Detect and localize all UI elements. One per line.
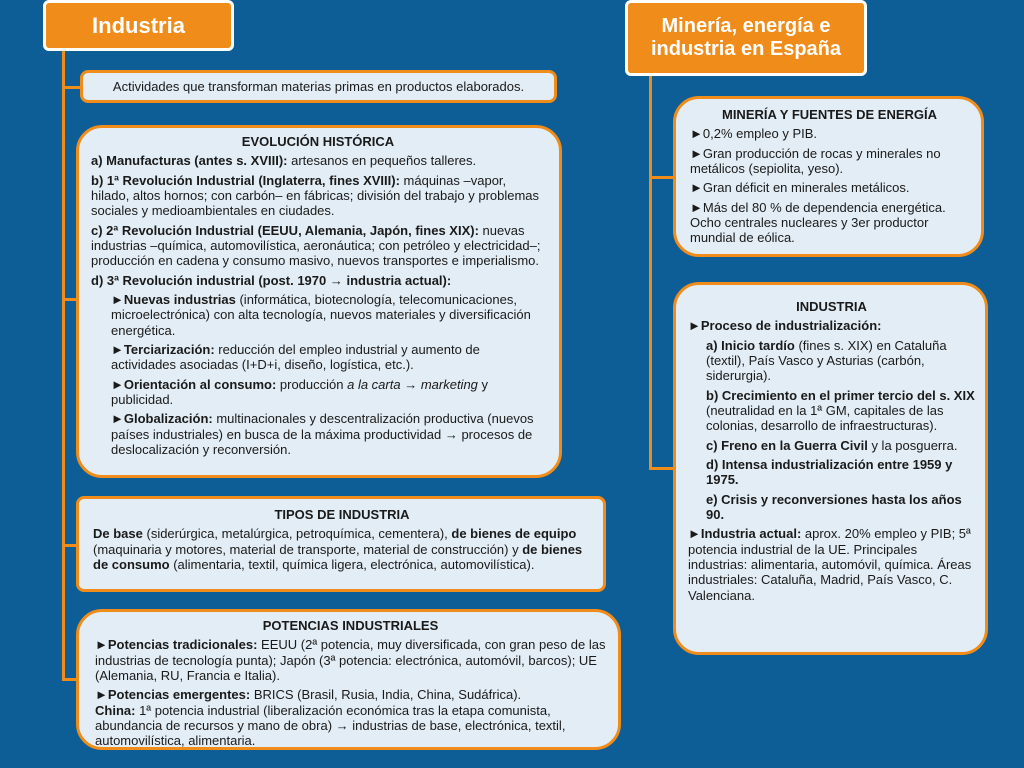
potencias-emer-text: BRICS (Brasil, Rusia, India, China, Sudáfrica). xyxy=(250,687,522,703)
evolucion-heading: EVOLUCIÓN HISTÓRICA xyxy=(241,134,395,149)
evolucion-d xyxy=(91,273,545,288)
evolucion-d3-text2: → xyxy=(400,376,421,392)
title-industria: Industria xyxy=(43,0,234,51)
tipos-t3: (alimentaria, textil, química ligera, electrónica, automovilística). xyxy=(169,556,535,572)
industria-actual xyxy=(688,526,975,603)
evolucion-d-bold: d) 3ª Revolución industrial (post. 1970 → industria actual): xyxy=(91,272,452,288)
evolucion-d3-ital1: a la carta xyxy=(347,376,401,392)
tipos-t1: (siderúrgica, metalúrgica, petroquímica, cementera), xyxy=(142,526,452,542)
tipos-text xyxy=(93,526,591,572)
potencias-trad-bold: ►Potencias tradicionales: xyxy=(95,637,258,653)
industria-e xyxy=(688,492,975,523)
mineria-item-3: ►Gran déficit en minerales metálicos. xyxy=(690,180,910,196)
tipos-b2: de bienes de equipo xyxy=(451,526,577,542)
evolucion-c xyxy=(91,223,545,269)
evolucion-b-bold: b) 1ª Revolución Industrial (Inglaterra, fines XVIII): xyxy=(91,172,400,188)
left-connector-vertical xyxy=(62,48,65,681)
evolucion-d2 xyxy=(91,342,545,373)
mineria-item-4: ►Más del 80 % de dependencia energética. Ocho centrales nucleares y 3er productor mundial de eólica. xyxy=(690,199,946,246)
industria-a-bold: a) Inicio tardío xyxy=(706,337,795,353)
evolucion-d4-text: multinacionales y descentralización productiva (nuevos países industriales) en busca de la máxima productividad → procesos de deslocalización y reconversión. xyxy=(111,411,534,457)
definition-box xyxy=(80,70,557,103)
evolucion-d3-text3: y publicidad. xyxy=(111,376,489,407)
potencias-trad-text: EEUU (2ª potencia, muy diversificada, con gran peso de las industrias de tecnología punta); Japón (3ª potencia: electrónica, automóvil, barcos); UE (Alemania, RU, Francia e Italia). xyxy=(95,637,606,683)
evolucion-d1 xyxy=(91,292,545,338)
potencias-tradicionales xyxy=(95,637,606,683)
connector-definition xyxy=(62,86,80,89)
industria-b-bold: b) Crecimiento en el primer tercio del s. XIX xyxy=(706,387,975,403)
industria-espana-box xyxy=(673,282,988,655)
potencias-china xyxy=(95,703,606,749)
connector-industria xyxy=(649,467,675,470)
industria-actual-bold: ►Industria actual: xyxy=(688,526,802,542)
tipos-heading: TIPOS DE INDUSTRIA xyxy=(274,507,410,522)
evolucion-d3-ital2: marketing xyxy=(420,376,478,392)
potencias-china-bold: China: xyxy=(95,702,136,718)
evolucion-a-bold: a) Manufacturas (antes s. XVIII): xyxy=(91,153,288,169)
industria-proceso xyxy=(688,318,975,333)
industria-d-bold: d) Intensa industrialización entre 1959 y 1975. xyxy=(706,456,953,488)
mineria-item-1: ►0,2% empleo y PIB. xyxy=(690,126,818,142)
potencias-china-text: 1ª potencia industrial (liberalización económica tras la etapa comunista, abundancia de recursos y mano de obra) → industrias de base, electrónica, textil, automovilística, alimentaria. xyxy=(95,702,566,749)
potencias-emergentes xyxy=(95,687,606,702)
mineria-item-2: ►Gran producción de rocas y minerales no metálicos (sepiolita, yeso). xyxy=(690,145,941,176)
evolucion-b xyxy=(91,173,545,219)
industria-a xyxy=(688,338,975,384)
evolucion-d3 xyxy=(91,377,545,408)
industria-heading: INDUSTRIA xyxy=(796,299,867,314)
evolucion-d2-text: reducción del empleo industrial y aumento de actividades asociadas (I+D+i, diseño, logística, etc.). xyxy=(111,341,480,373)
industria-b xyxy=(688,388,975,434)
industria-d xyxy=(688,457,975,488)
potencias-emer-bold: ►Potencias emergentes: xyxy=(95,687,251,703)
industria-c-bold: c) Freno en la Guerra Civil xyxy=(706,437,868,453)
tipos-b1: De base xyxy=(93,526,143,542)
industria-actual-text: aprox. 20% empleo y PIB; 5ª potencia industrial de la UE. Principales industrias: alimentaria, automóvil, química. Áreas industriales: Cataluña, Madrid, País Vasco, C. Valenciana. xyxy=(688,526,972,603)
potencias-industriales-box xyxy=(76,609,621,750)
evolucion-a xyxy=(91,153,545,168)
title-mineria-espana: Minería, energía e industria en España xyxy=(625,0,867,76)
industria-proceso-bold: ►Proceso de industrialización: xyxy=(688,318,882,334)
mineria-energia-box xyxy=(673,96,984,257)
evolucion-d2-bold: ►Terciarización: xyxy=(111,341,215,357)
mineria-heading: MINERÍA Y FUENTES DE ENERGÍA xyxy=(721,107,937,122)
evolucion-d4-bold: ►Globalización: xyxy=(111,411,213,427)
evolucion-a-text: artesanos en pequeños talleres. xyxy=(287,153,477,169)
evolucion-d3-bold: ►Orientación al consumo: xyxy=(111,376,277,392)
tipos-b3: de bienes de consumo xyxy=(93,541,583,572)
industria-b-text: (neutralidad en la 1ª GM, capitales de las colonias, desarrollo de infraestructuras). xyxy=(706,402,944,434)
evolucion-historica-box xyxy=(76,125,562,478)
tipos-t2: (maquinaria y motores, material de transporte, material de construcción) y xyxy=(93,541,523,557)
evolucion-d1-bold: ►Nuevas industrias xyxy=(111,291,236,307)
evolucion-b-text: máquinas –vapor, hilado, altos hornos; con carbón– en fábricas; división del trabajo y problemas sociales y medioambientales en ciudades. xyxy=(91,172,540,219)
potencias-heading: POTENCIAS INDUSTRIALES xyxy=(262,618,439,633)
industria-c xyxy=(688,438,975,453)
connector-mineria xyxy=(649,176,675,179)
industria-e-bold: e) Crisis y reconversiones hasta los años 90. xyxy=(706,491,962,522)
tipos-industria-box xyxy=(76,496,606,592)
right-connector-vertical xyxy=(649,74,652,470)
industria-a-text: (fines s. XIX) en Cataluña (textil), País Vasco y Asturias (carbón, siderurgia). xyxy=(706,337,947,384)
industria-c-text: y la posguerra. xyxy=(867,437,958,453)
evolucion-c-bold: c) 2ª Revolución Industrial (EEUU, Alemania, Japón, fines XIX): xyxy=(91,222,479,238)
definition-text: Actividades que transforman materias primas en productos elaborados. xyxy=(112,78,525,94)
evolucion-d3-text1: producción xyxy=(276,376,348,392)
evolucion-c-text: nuevas industrias –química, automovilística, aeronáutica; con petróleo y electricidad–; producción en cadena y consumo masivo, nuevos transportes e imperialismo. xyxy=(91,222,541,269)
evolucion-d4 xyxy=(91,411,545,457)
evolucion-d1-text: (informática, biotecnología, telecomunicaciones, microelectrónica) con alta tecnología, nuevos materiales y diversificación energética. xyxy=(111,291,531,338)
